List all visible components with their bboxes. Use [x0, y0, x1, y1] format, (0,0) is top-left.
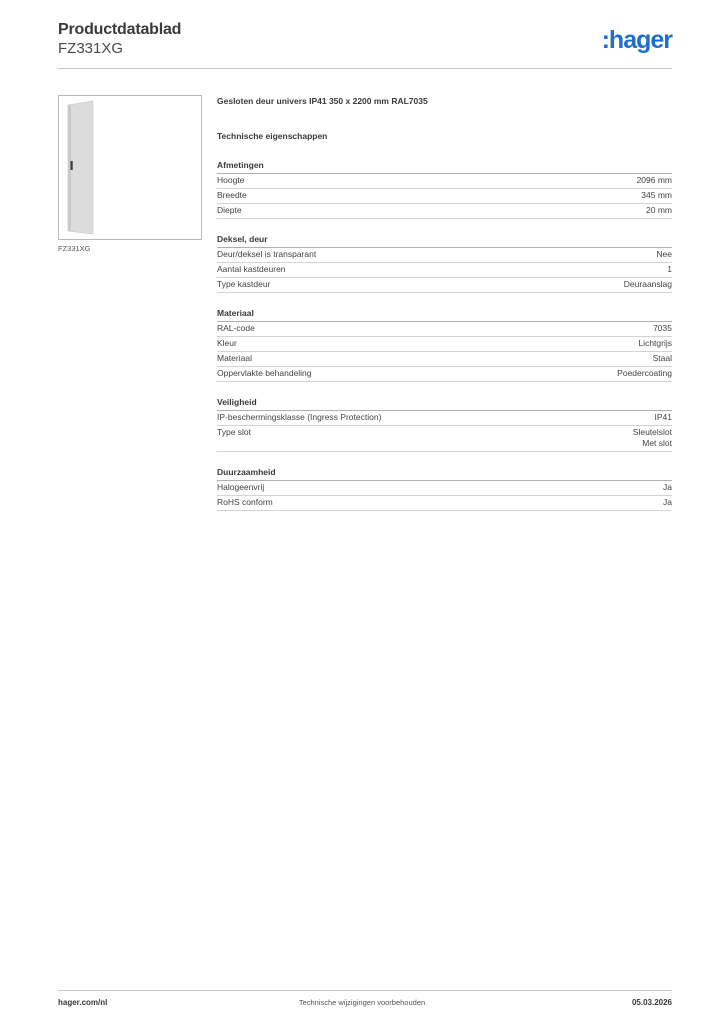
- spec-row: [217, 411, 672, 426]
- spec-value: Lichtgrijs: [638, 338, 672, 348]
- section-title: Veiligheid: [217, 392, 672, 411]
- footer-date: 05.03.2026: [631, 998, 672, 1007]
- door-image: [62, 99, 198, 236]
- spec-value: 345 mm: [641, 190, 672, 200]
- spec-row: [217, 426, 672, 452]
- section-veiligheid: [217, 392, 672, 452]
- section-title: Deksel, deur: [217, 229, 672, 248]
- spec-value: Deuraanslag: [623, 279, 672, 289]
- spec-label: IP-beschermingsklasse (Ingress Protection): [217, 412, 382, 422]
- spec-label: Halogeenvrij: [217, 482, 265, 492]
- product-image-frame: [58, 95, 202, 240]
- spec-row: [217, 263, 672, 278]
- spec-value: IP41: [654, 412, 672, 422]
- spec-value: [633, 427, 672, 449]
- footer-disclaimer: Technische wijzigingen voorbehouden: [298, 998, 426, 1007]
- spec-value: Nee: [656, 249, 672, 259]
- section-deksel-deur: [217, 229, 672, 293]
- spec-label: Materiaal: [217, 353, 252, 363]
- spec-value: 7035: [653, 323, 672, 333]
- spec-label: Deur/deksel is transparant: [217, 249, 317, 259]
- section-duurzaamheid: [217, 462, 672, 511]
- spec-row: [217, 496, 672, 511]
- footer-website-link[interactable]: hager.com/nl: [58, 998, 108, 1007]
- product-code: FZ331XG: [58, 40, 124, 57]
- spec-value-line: Sleutelslot: [632, 427, 672, 437]
- spec-value: Ja: [663, 482, 672, 492]
- spec-label: Oppervlakte behandeling: [217, 368, 312, 378]
- spec-row: [217, 481, 672, 496]
- spec-value-line: Met slot: [642, 438, 672, 448]
- spec-row: [217, 189, 672, 204]
- spec-row: [217, 322, 672, 337]
- spec-row: [217, 367, 672, 382]
- spec-row: [217, 278, 672, 293]
- spec-row: [217, 204, 672, 219]
- spec-label: RoHS conform: [217, 497, 273, 507]
- spec-value: 2096 mm: [636, 175, 672, 185]
- spec-value: Poedercoating: [617, 368, 672, 378]
- section-title: Afmetingen: [217, 155, 672, 174]
- spec-value: Staal: [652, 353, 672, 363]
- spec-row: [217, 352, 672, 367]
- header-divider: [58, 68, 672, 69]
- spec-label: Aantal kastdeuren: [217, 264, 286, 274]
- section-title: Materiaal: [217, 303, 672, 322]
- spec-value: 20 mm: [646, 205, 672, 215]
- spec-content: [217, 96, 672, 511]
- hager-logo: :hager: [601, 26, 672, 54]
- spec-label: Diepte: [217, 205, 242, 215]
- section-afmetingen: [217, 155, 672, 219]
- spec-row: [217, 337, 672, 352]
- spec-label: Type slot: [217, 427, 252, 437]
- footer-divider: [58, 990, 672, 991]
- spec-label: Breedte: [217, 190, 247, 200]
- tech-heading: Technische eigenschappen: [217, 131, 328, 141]
- spec-row: [217, 174, 672, 189]
- spec-value: 1: [667, 264, 672, 274]
- spec-value: Ja: [663, 497, 672, 507]
- spec-label: Type kastdeur: [217, 279, 271, 289]
- page-title: Productdatablad: [58, 21, 182, 38]
- spec-label: Kleur: [217, 338, 237, 348]
- spec-label: RAL-code: [217, 323, 255, 333]
- section-materiaal: [217, 303, 672, 382]
- image-caption: FZ331XG: [58, 244, 91, 253]
- product-title: Gesloten deur univers IP41 350 x 2200 mm RAL7035: [217, 96, 428, 106]
- spec-row: [217, 248, 672, 263]
- section-title: Duurzaamheid: [217, 462, 672, 481]
- spec-label: Hoogte: [217, 175, 245, 185]
